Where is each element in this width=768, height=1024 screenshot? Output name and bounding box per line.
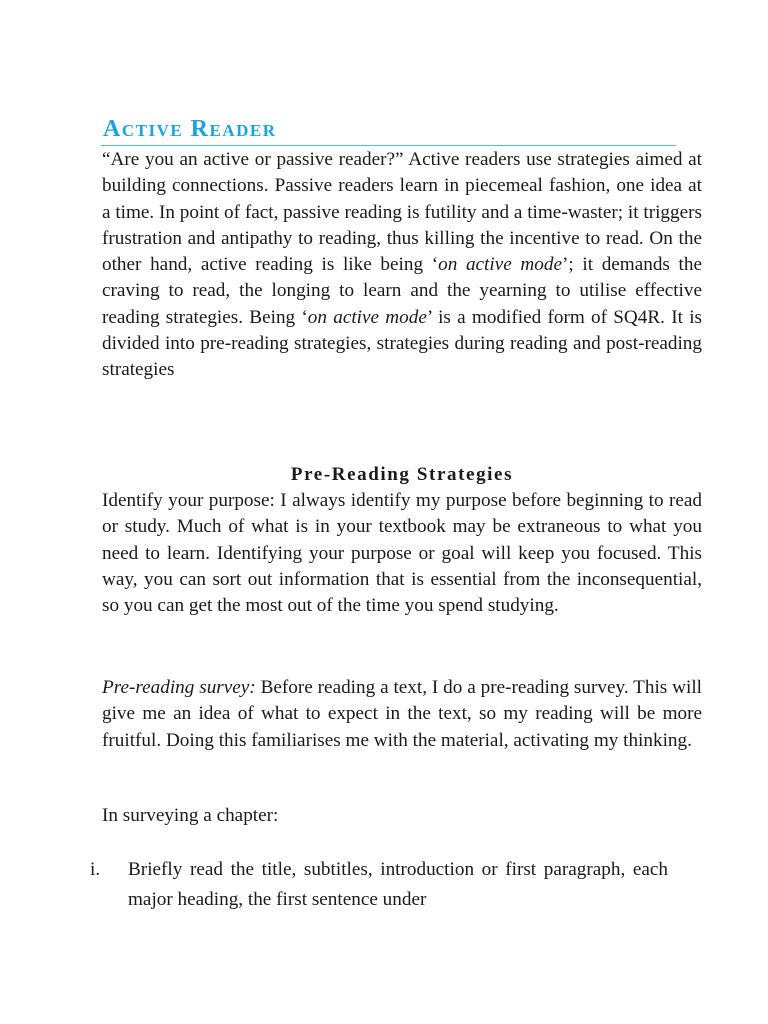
survey-text: Before reading a text, I do a pre-reading survey. This will give me an idea of what to expect in the text, so my reading will be more fruitful. Doing this familiarises me with the material, activating my thinking. — [102, 677, 702, 751]
intro-text-part3: ’ is a modified form of SQ4R. It is divided into pre-reading strategies, strategies during reading and post-reading strategies — [102, 306, 703, 381]
intro-text-part2: ’; it demands the craving to read, the longing to learn and the yearning to utilise effective reading strategies. Being ‘ — [102, 254, 703, 328]
intro-text-part1: “Are you an active or passive reader?” Active readers use strategies aimed at building connections. Passive readers learn in piecemeal fashion, one idea at a time. In point of fact, passive reading is futility and a time-waster; it triggers frustration and antipathy to reading, thus killing the incentive to read. On the other hand, active reading is like being ‘ — [102, 149, 702, 276]
intro-paragraph — [102, 147, 702, 384]
title-underline — [101, 145, 676, 146]
list-item-text: Briefly read the title, subtitles, introduction or first paragraph, each major heading, the first sentence under — [128, 859, 668, 910]
intro-emphasis-2: on active mode — [307, 306, 427, 328]
intro-emphasis-1: on active mode — [438, 254, 562, 276]
survey-paragraph — [102, 675, 702, 754]
page-title: Active Reader — [103, 116, 277, 142]
surveying-lead: In surveying a chapter: — [102, 805, 279, 826]
purpose-paragraph: Identify your purpose: I always identify my purpose before beginning to read or study. Much of what is in your textbook may be extraneous to what you need to learn. Identifying your purpose or goal will keep you focused. This way, you can sort out information that is essential from the inconsequential, so you can get the most out of the time you spend studying. — [102, 490, 702, 617]
list-marker: i. — [90, 859, 101, 880]
section-heading: Pre-Reading Strategies — [290, 464, 514, 485]
survey-label: Pre-reading survey: — [102, 677, 256, 698]
